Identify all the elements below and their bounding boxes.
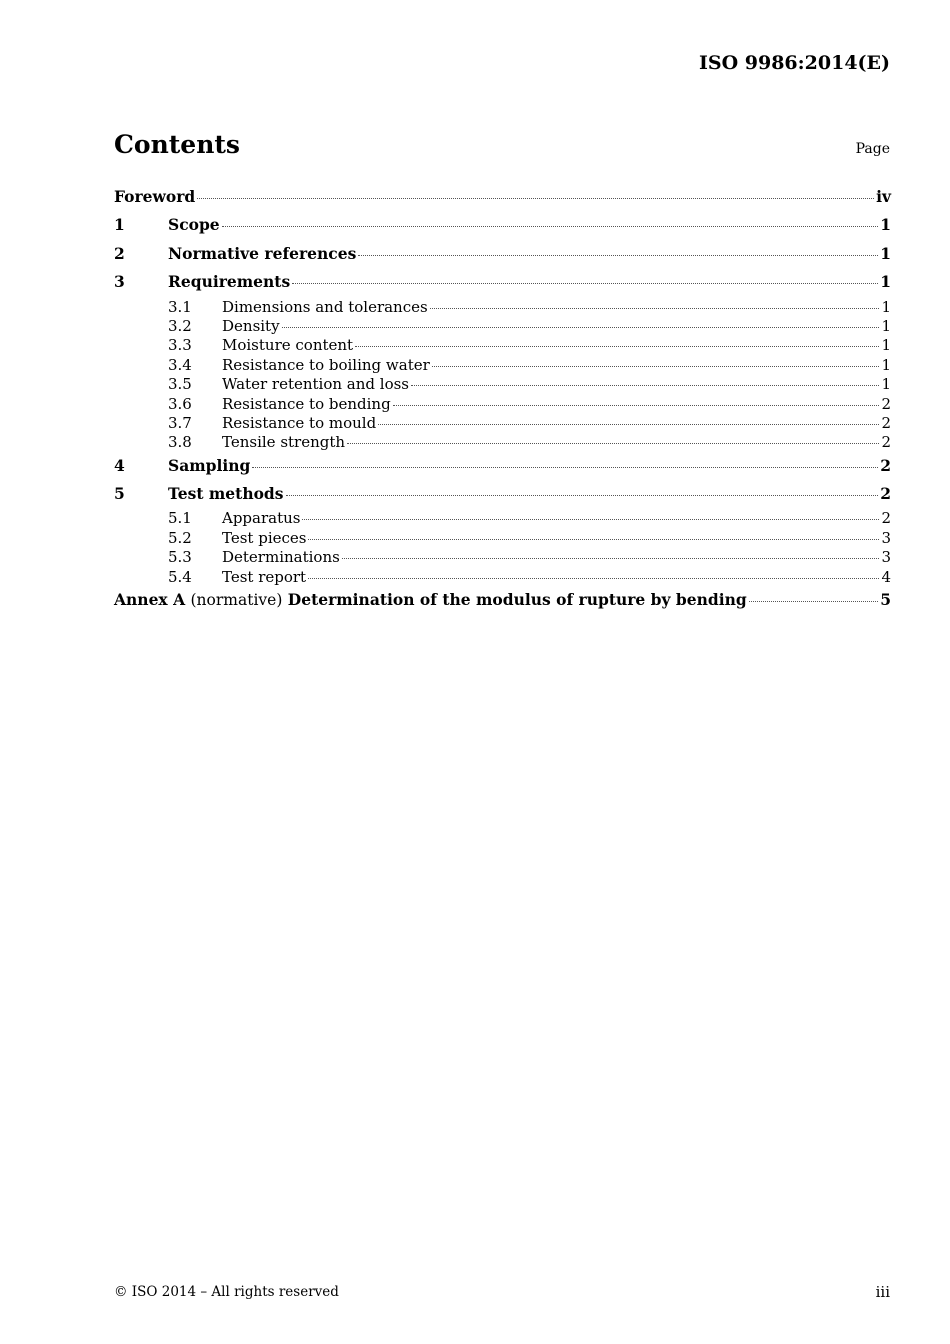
toc-entry-number: 5.1	[168, 509, 192, 528]
toc-entry-3[interactable]	[114, 269, 891, 297]
toc-entry-title: Test methods	[168, 484, 284, 504]
toc-entry-page: 2	[881, 433, 891, 452]
toc-entry-number: 5	[114, 484, 125, 504]
toc-entry-title: Sampling	[168, 455, 251, 475]
toc-entry-5-2[interactable]	[114, 529, 891, 548]
toc-entry-title: Density	[222, 316, 280, 335]
toc-entry-5-1[interactable]	[114, 509, 891, 528]
toc-entry-number: 5.4	[168, 567, 192, 586]
toc-entry-page: 4	[881, 567, 891, 586]
toc-entry-title: Water retention and loss	[222, 375, 409, 394]
dot-leader	[292, 283, 878, 284]
dot-leader	[222, 226, 879, 227]
toc-entry-3-4[interactable]	[114, 356, 891, 375]
toc-entry-annex-a[interactable]	[114, 587, 891, 615]
toc-entry-number: 3.1	[168, 297, 192, 316]
dot-leader	[411, 385, 879, 386]
dot-leader	[197, 198, 874, 199]
toc-entry-page: 1	[881, 316, 891, 335]
toc-entry-page: 1	[881, 355, 891, 374]
toc-entry-number: 3	[114, 272, 125, 292]
toc-entry-3-3[interactable]	[114, 336, 891, 355]
dot-leader	[358, 255, 878, 256]
toc-entry-number: 3.7	[168, 413, 192, 432]
copyright-notice: © ISO 2014 – All rights reserved	[114, 1284, 339, 1300]
toc-entry-3-8[interactable]	[114, 433, 891, 452]
toc-entry-page: 1	[880, 243, 891, 263]
toc-entry-title: Moisture content	[222, 336, 354, 355]
toc-entry-title: Resistance to bending	[222, 394, 391, 413]
toc-entry-2[interactable]	[114, 241, 891, 269]
toc-entry-3-2[interactable]	[114, 317, 891, 336]
toc-entry-page: 2	[881, 413, 891, 432]
dot-leader	[308, 578, 879, 579]
toc-entry-number: 3.3	[168, 336, 192, 355]
toc-entry-number: 3.5	[168, 375, 192, 394]
toc-entry-title: Tensile strength	[222, 433, 346, 452]
table-of-contents	[114, 184, 891, 615]
toc-entry-number: 4	[114, 455, 125, 475]
toc-entry-3-6[interactable]	[114, 395, 891, 414]
toc-entry-number: 3.6	[168, 394, 192, 413]
toc-entry-page: 2	[880, 484, 891, 504]
toc-entry-number: 5.3	[168, 548, 192, 567]
dot-leader	[393, 405, 880, 406]
toc-entry-page: 1	[881, 336, 891, 355]
page-number: iii	[875, 1283, 890, 1301]
toc-entry-title: Resistance to mould	[222, 413, 377, 432]
dot-leader	[749, 601, 878, 602]
dot-leader	[347, 443, 879, 444]
dot-leader	[378, 424, 879, 425]
toc-entry-page: 1	[881, 297, 891, 316]
toc-entry-page: 1	[880, 272, 891, 292]
toc-entry-4[interactable]	[114, 453, 891, 481]
annex-title: Determination of the modulus of rupture by bending	[287, 590, 747, 610]
dot-leader	[342, 558, 880, 559]
toc-entry-title: Test pieces	[222, 528, 307, 547]
dot-leader	[308, 539, 879, 540]
toc-entry-page: 2	[880, 455, 891, 475]
toc-entry-title: Test report	[222, 567, 307, 586]
toc-entry-title: Determinations	[222, 548, 340, 567]
toc-entry-number: 2	[114, 243, 125, 263]
toc-entry-page: 5	[880, 590, 891, 610]
toc-entry-page: 1	[880, 215, 891, 235]
annex-label: Annex A	[114, 590, 186, 610]
toc-entry-title: Resistance to boiling water	[222, 355, 430, 374]
dot-leader	[302, 519, 879, 520]
toc-entry-number: 1	[114, 215, 125, 235]
dot-leader	[252, 467, 878, 468]
toc-entry-page: 1	[881, 375, 891, 394]
toc-entry-5-4[interactable]	[114, 568, 891, 587]
toc-entry-number: 5.2	[168, 528, 192, 547]
document-id: ISO 9986:2014(E)	[698, 52, 890, 74]
toc-entry-1[interactable]	[114, 212, 891, 240]
toc-entry-title: Dimensions and tolerances	[222, 297, 428, 316]
toc-entry-title: Normative references	[168, 243, 357, 263]
dot-leader	[432, 366, 880, 367]
toc-entry-title: Requirements	[168, 272, 291, 292]
toc-entry-5-3[interactable]	[114, 548, 891, 567]
dot-leader	[430, 308, 880, 309]
annex-qualifier: (normative)	[190, 591, 283, 610]
toc-entry-title: Scope	[168, 215, 220, 235]
contents-title: Contents	[114, 130, 241, 159]
toc-entry-title: Apparatus	[222, 509, 301, 528]
toc-entry-page: iv	[876, 187, 891, 206]
toc-entry-page: 3	[881, 528, 891, 547]
toc-entry-number: 3.8	[168, 433, 192, 452]
toc-entry-number: 3.2	[168, 316, 192, 335]
toc-entry-5[interactable]	[114, 481, 891, 509]
toc-entry-page: 2	[881, 394, 891, 413]
toc-entry-3-7[interactable]	[114, 414, 891, 433]
toc-entry-page: 2	[881, 509, 891, 528]
toc-entry-3-5[interactable]	[114, 375, 891, 394]
toc-entry-title	[114, 587, 747, 613]
toc-entry-3-1[interactable]	[114, 298, 891, 317]
page-column-label: Page	[855, 141, 890, 157]
dot-leader	[286, 495, 879, 496]
toc-entry-title: Foreword	[114, 187, 196, 206]
toc-entry-page: 3	[881, 548, 891, 567]
toc-entry-foreword[interactable]	[114, 184, 891, 212]
toc-entry-number: 3.4	[168, 355, 192, 374]
dot-leader	[282, 327, 880, 328]
dot-leader	[355, 346, 879, 347]
